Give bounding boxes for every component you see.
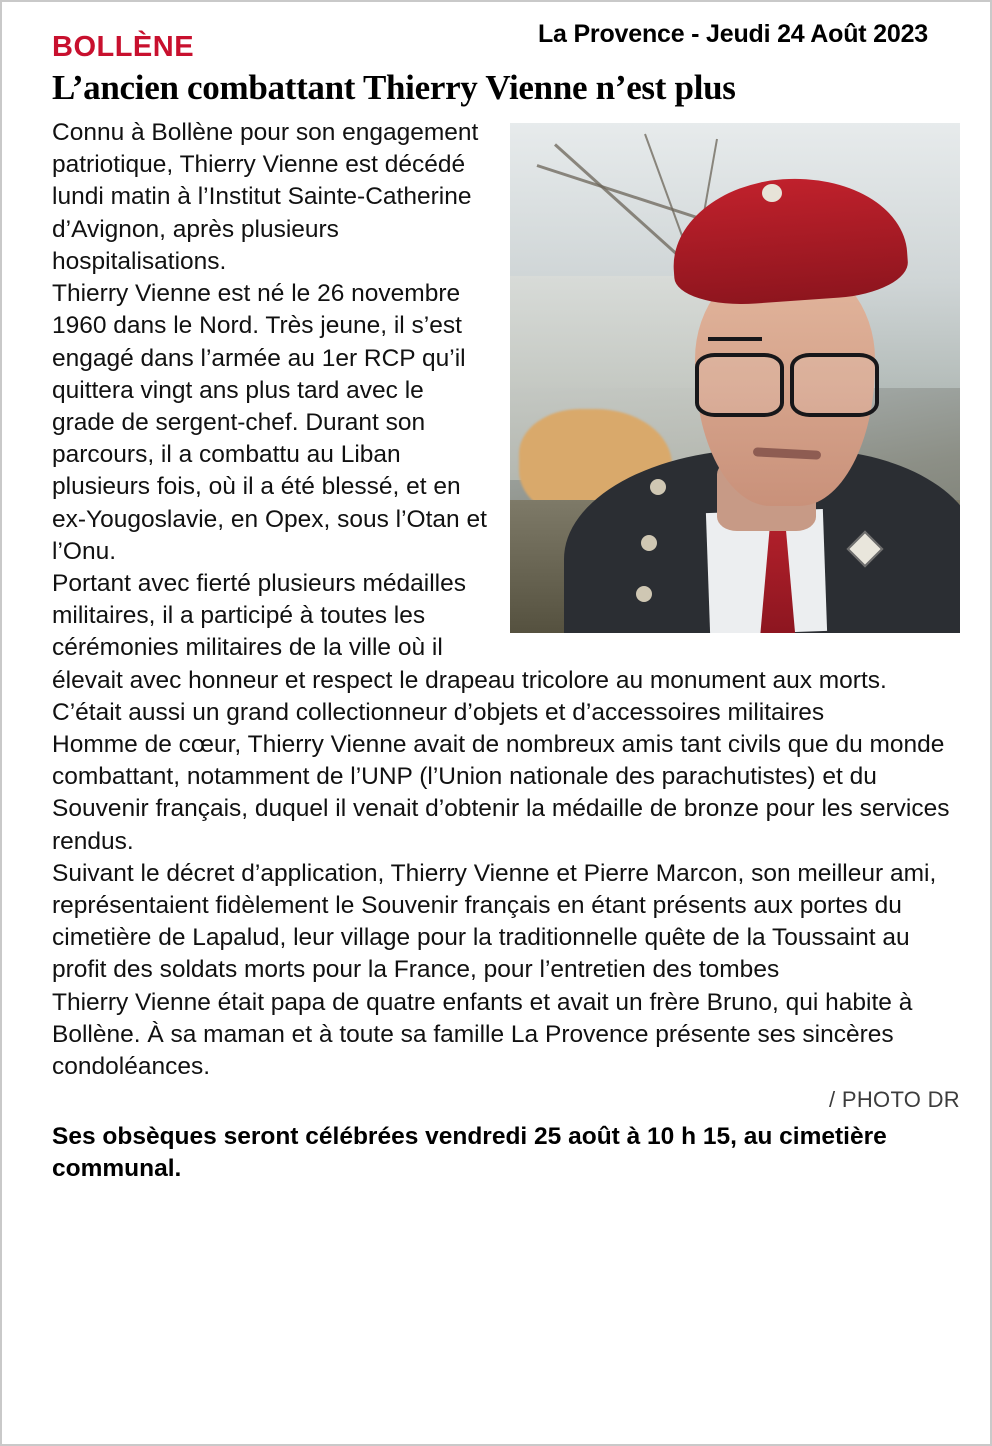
- glasses-bridge: [708, 337, 762, 341]
- article-paragraph: Portant avec fierté plusieurs médailles militaires, il a participé à toutes les cérémonies militaires de la ville où il élevait avec honneur et respect le drapeau tricolore au monument aux morts. C’était aussi un grand collectionneur d’objets et d’accessoires militaires: [52, 569, 887, 726]
- article-closing-note: Ses obsèques seront célébrées vendredi 25 août à 10 h 15, au cimetière communal.: [52, 1123, 887, 1183]
- article-kicker: BOLLÈNE: [52, 31, 195, 63]
- jacket-button: [641, 535, 657, 551]
- article-paragraph: Suivant le décret d’application, Thierry Vienne et Pierre Marcon, son meilleur ami, représentaient fidèlement le Souvenir français en étant présents aux portes du cimetière de Lapalud, leur village pour la traditionnelle quête de la Toussaint au profit des soldats morts pour la France, pour l’entretien des tombes: [52, 859, 937, 984]
- glasses-right-lens: [790, 353, 879, 417]
- article-photo-figure: [510, 123, 960, 633]
- glasses-left-lens: [695, 353, 784, 417]
- article-container: [52, 32, 960, 1185]
- portrait-photo: [510, 123, 960, 633]
- photo-credit: / PHOTO DR: [829, 1087, 960, 1113]
- article-paragraph: Connu à Bollène pour son engagement patriotique, Thierry Vienne est décédé lundi matin à l’Institut Sainte-Catherine d’Avignon, après plusieurs hospitalisations.: [52, 119, 479, 275]
- article-paragraph: Homme de cœur, Thierry Vienne avait de nombreux amis tant civils que du monde combattant, notamment de l’UNP (l’Union nationale des parachutistes) et du Souvenir français, duquel il venait d’obtenir la médaille de bronze pour les services rendus.: [52, 730, 950, 855]
- article-paragraph: Thierry Vienne était papa de quatre enfants et avait un frère Bruno, qui habite à Bollène. À sa maman et à toute sa famille La Provence présente ses sincères condoléances.: [52, 988, 913, 1080]
- jacket-button: [650, 479, 666, 495]
- masthead-date: La Provence - Jeudi 24 Août 2023: [537, 20, 928, 48]
- article-paragraph: Thierry Vienne est né le 26 novembre 1960 dans le Nord. Très jeune, il s’est engagé dans l’armée au 1er RCP qu’il quittera vingt ans plus tard avec le grade de sergent-chef. Durant son parcours, il a combattu au Liban plusieurs fois, où il a été blessé, et en ex-Yougoslavie, en Opex, sous l’Otan et l’Onu.: [52, 280, 487, 565]
- glasses-icon: [695, 353, 880, 409]
- page-title: L’ancien combattant Thierry Vienne n’est plus: [52, 67, 736, 107]
